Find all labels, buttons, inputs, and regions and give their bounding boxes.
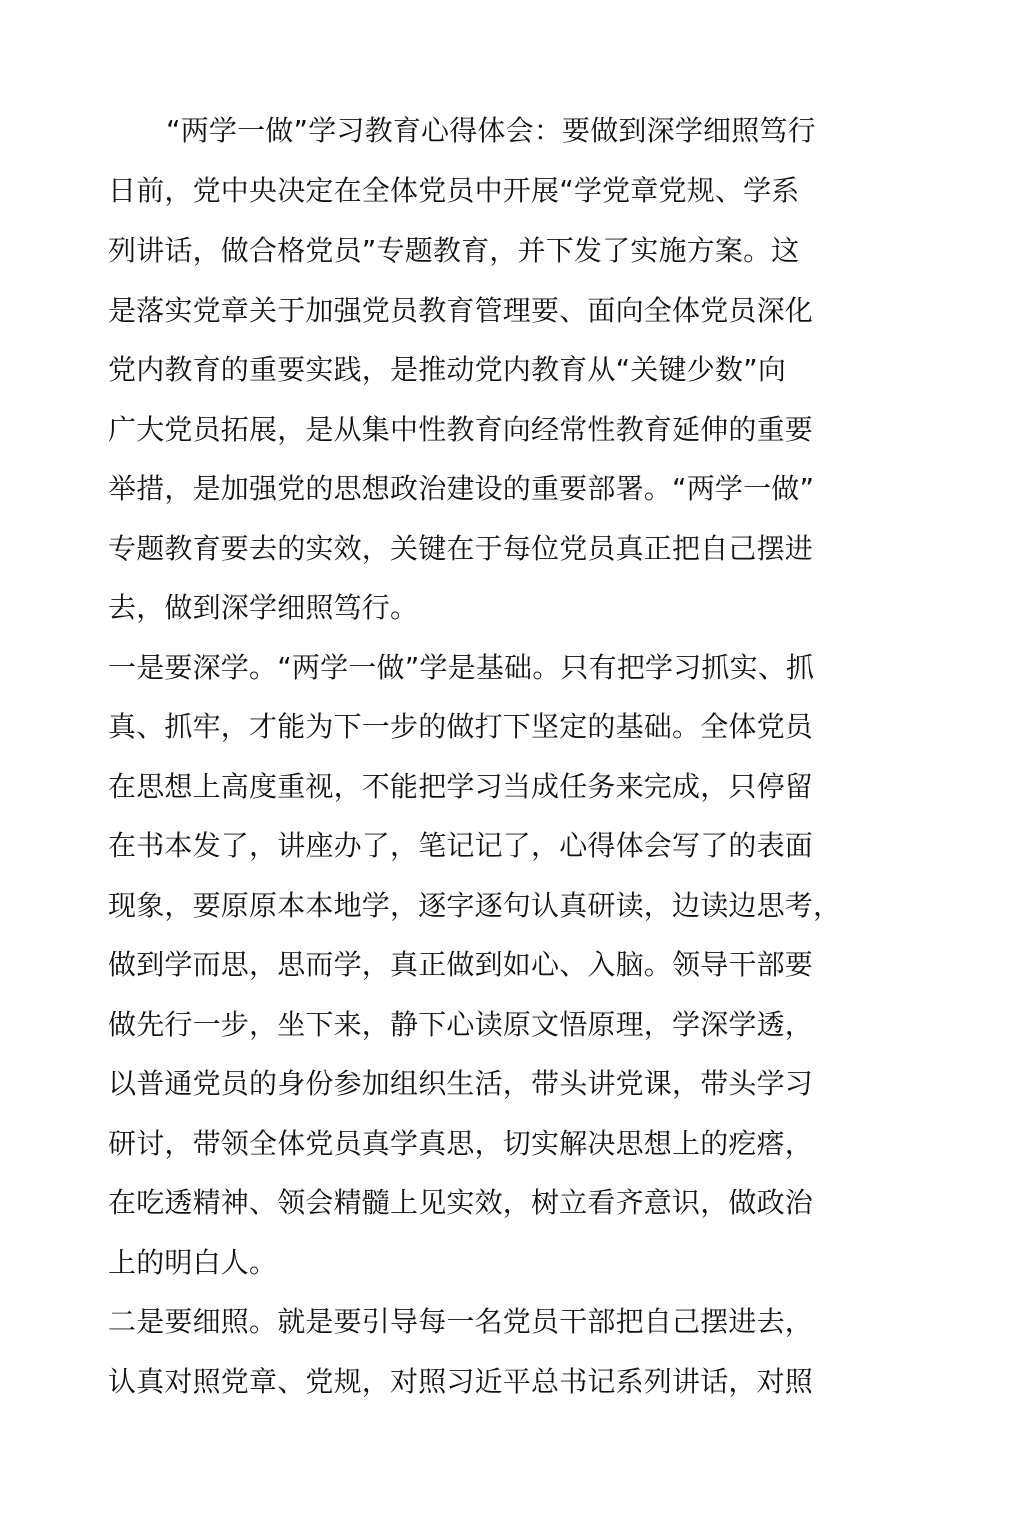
paragraph-line: 做到学而思，思而学，真正做到如心、入脑。领导干部要 — [108, 948, 814, 981]
paragraph-line: 真、抓牢，才能为下一步的做打下坚定的基础。全体党员 — [108, 710, 814, 743]
paragraph-line: 研讨，带领全体党员真学真思，切实解决思想上的疙瘩， — [108, 1127, 814, 1160]
paragraph-line: 在书本发了，讲座办了，笔记记了，心得体会写了的表面 — [108, 829, 814, 862]
paragraph-line: 上的明白人。 — [108, 1246, 278, 1279]
paragraph-line: 列讲话，做合格党员”专题教育，并下发了实施方案。这 — [108, 234, 800, 267]
paragraph-line: 现象，要原原本本地学，逐字逐句认真研读，边读边思考， — [108, 889, 842, 922]
paragraph-line: 党内教育的重要实践，是推动党内教育从“关键少数”向 — [108, 353, 787, 386]
paragraph-line: 去，做到深学细照笃行。 — [108, 591, 419, 624]
paragraph-line: 认真对照党章、党规，对照习近平总书记系列讲话，对照 — [108, 1365, 814, 1398]
paragraph-line: 举措，是加强党的思想政治建设的重要部署。“两学一做” — [108, 472, 815, 505]
document-title: “两学一做”学习教育心得体会：要做到深学细照笃行 — [166, 114, 816, 147]
paragraph-line: 二是要细照。就是要引导每一名党员干部把自己摆进去， — [108, 1305, 814, 1338]
paragraph-line: 日前，党中央决定在全体党员中开展“学党章党规、学系 — [108, 174, 800, 207]
paragraph-line: 广大党员拓展，是从集中性教育向经常性教育延伸的重要 — [108, 413, 814, 446]
paragraph-line: 在吃透精神、领会精髓上见实效，树立看齐意识，做政治 — [108, 1186, 814, 1219]
paragraph-line: 做先行一步，坐下来，静下心读原文悟原理，学深学透， — [108, 1008, 814, 1041]
paragraph-line: 是落实党章关于加强党员教育管理要、面向全体党员深化 — [108, 294, 814, 327]
paragraph-line: 专题教育要去的实效，关键在于每位党员真正把自己摆进 — [108, 532, 814, 565]
paragraph-line: 一是要深学。“两学一做”学是基础。只有把学习抓实、抓 — [108, 651, 815, 684]
paragraph-line: 以普通党员的身份参加组织生活，带头讲党课，带头学习 — [108, 1067, 814, 1100]
paragraph-line: 在思想上高度重视，不能把学习当成任务来完成，只停留 — [108, 770, 814, 803]
